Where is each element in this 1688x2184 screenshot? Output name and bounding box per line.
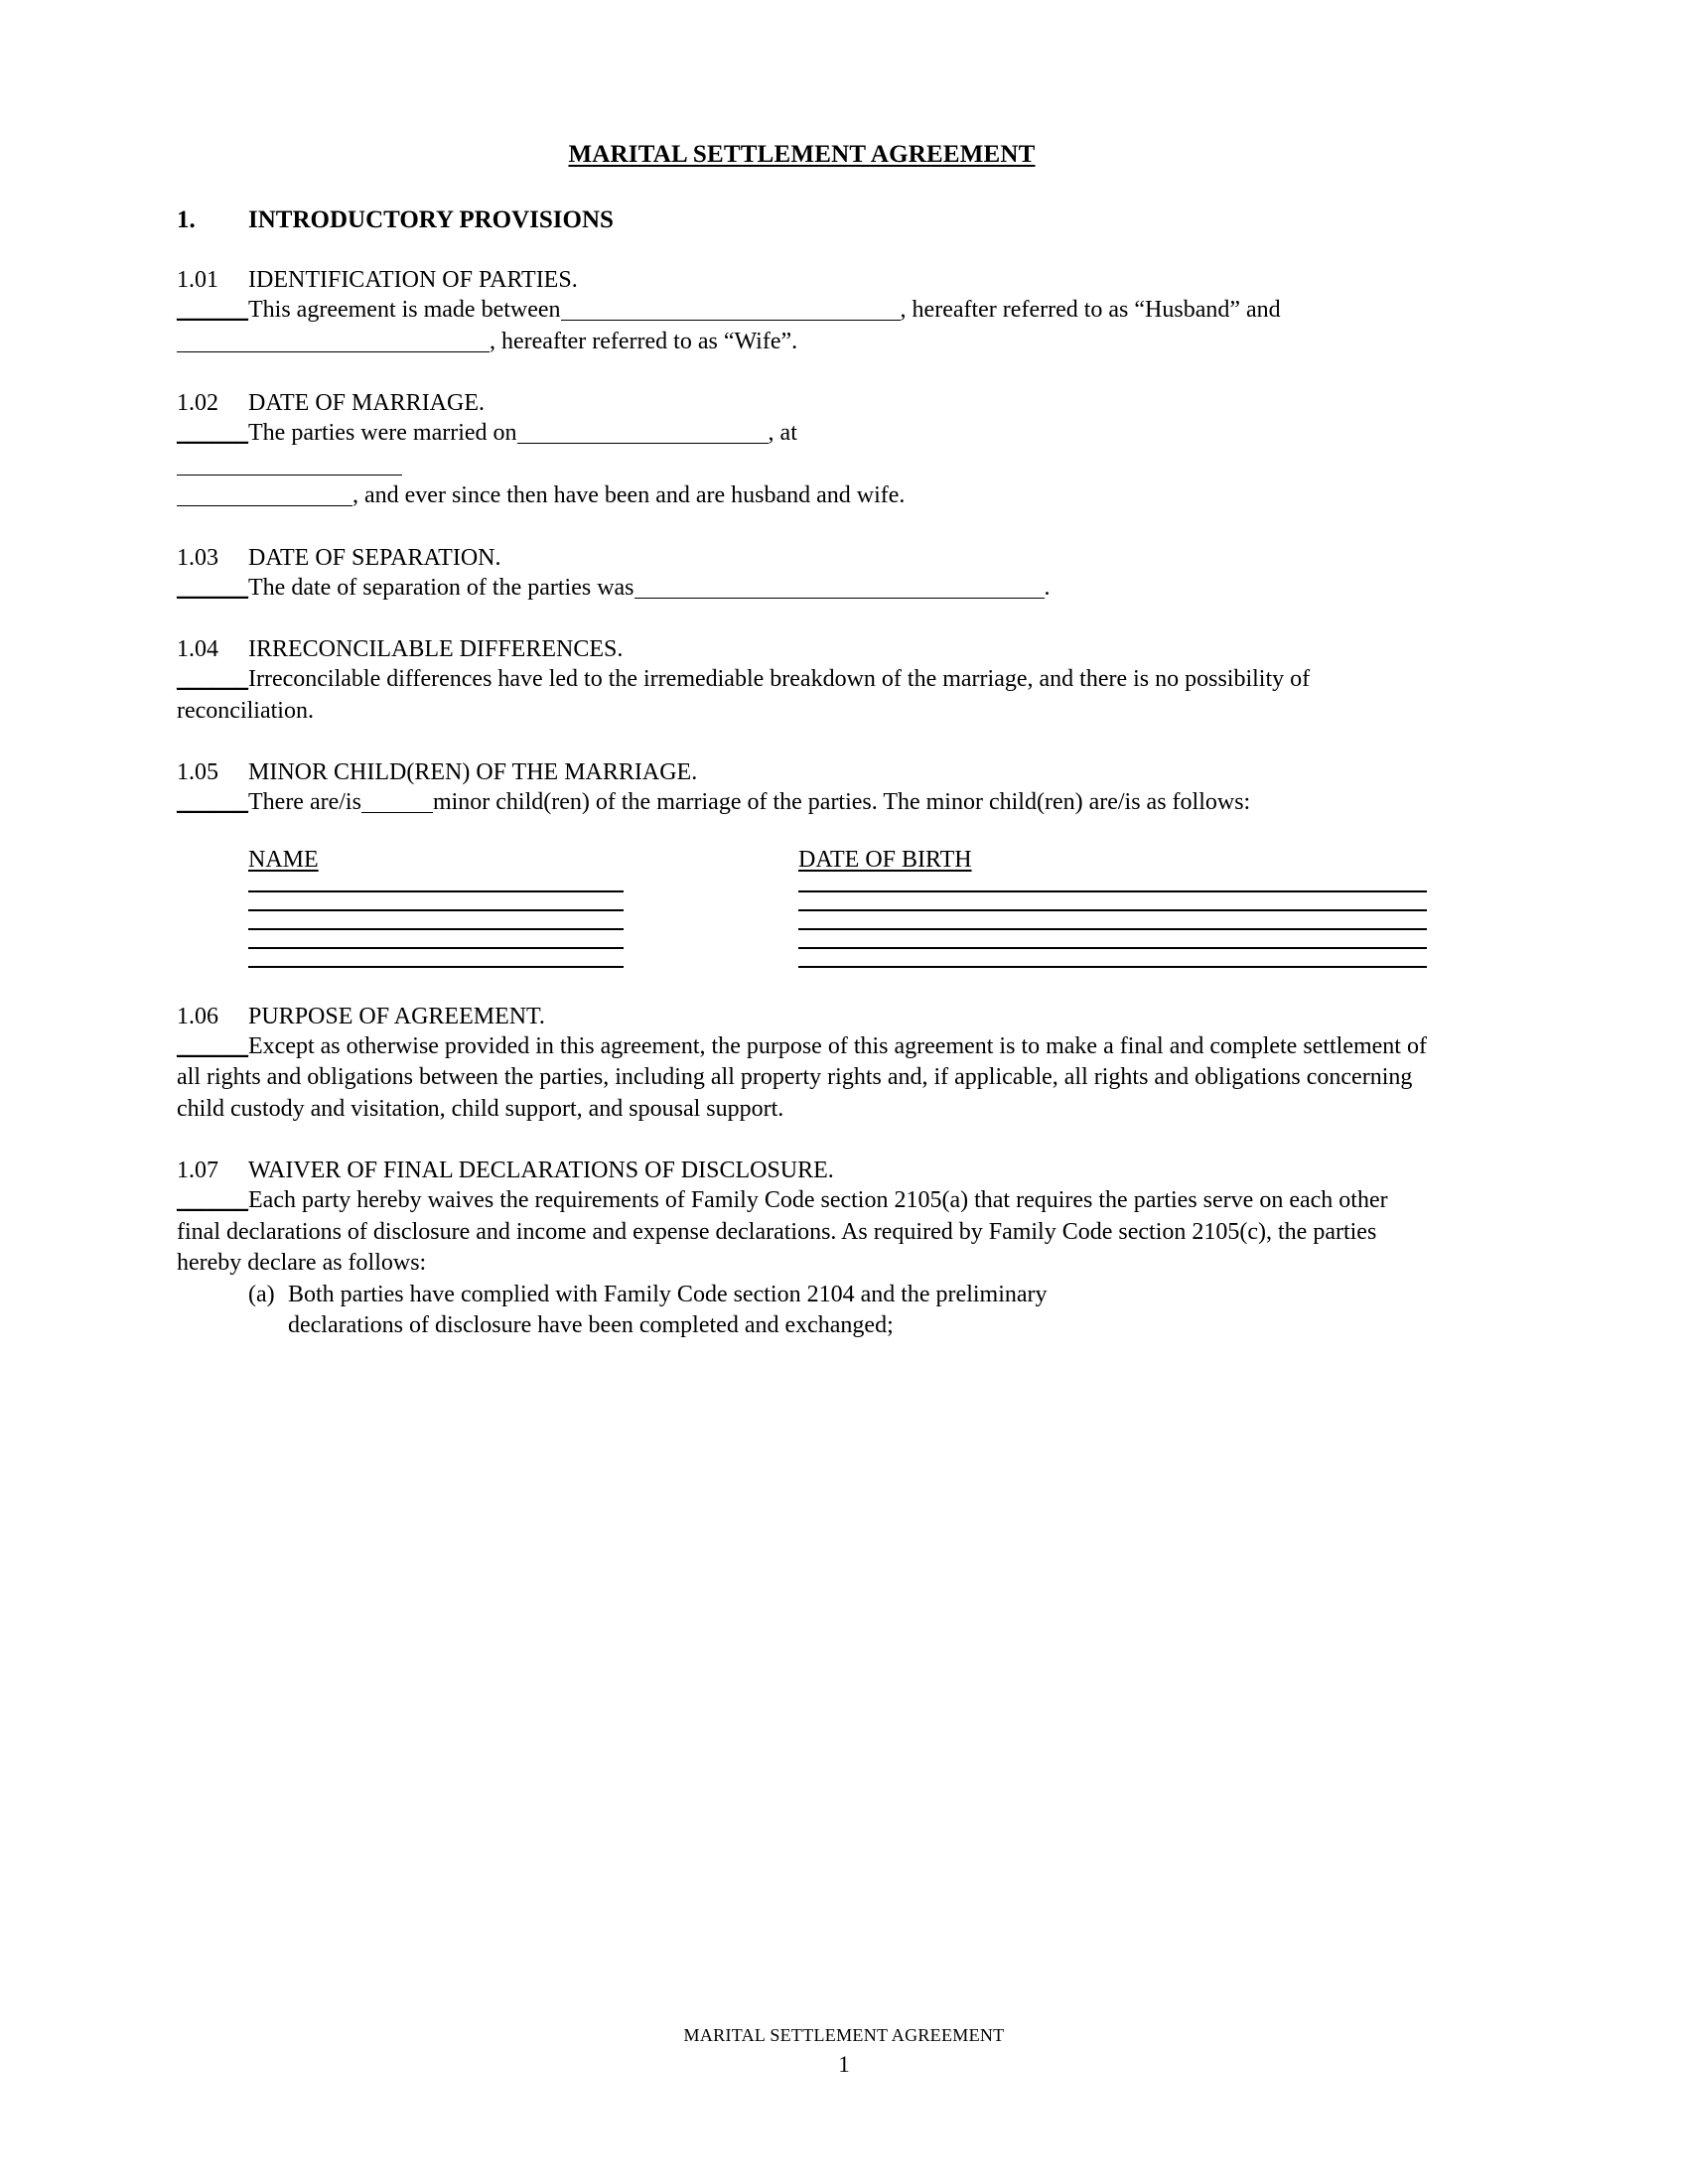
section-title: WAIVER OF FINAL DECLARATIONS OF DISCLOSURE.: [248, 1158, 834, 1183]
section-1-02: [177, 390, 1427, 512]
children-table: [177, 847, 1427, 968]
footer-running-title: MARITAL SETTLEMENT AGREEMENT: [683, 2025, 1005, 2045]
section-body: [177, 573, 1427, 605]
section-heading: [177, 545, 1427, 572]
section-body: [177, 1031, 1427, 1126]
section-title: MINOR CHILD(REN) OF THE MARRIAGE.: [248, 759, 698, 785]
list-item-text: Both parties have complied with Family Code section 2104 and the preliminary declarations of disclosure have been completed and exchanged;: [288, 1281, 1048, 1338]
clause-text: minor child(ren) of the marriage of the parties. The minor child(ren) are/is as follows:: [432, 789, 1251, 815]
section-title: PURPOSE OF AGREEMENT.: [248, 1003, 545, 1029]
table-row: [177, 928, 1427, 930]
table-row: [177, 966, 1427, 968]
section-heading: [177, 390, 1427, 417]
dob-blank-line[interactable]: [798, 947, 1427, 949]
section-1-05: [177, 759, 1427, 968]
article-heading: [177, 206, 1427, 234]
separation-date-blank[interactable]: [634, 578, 1045, 599]
page-footer: [0, 2025, 1688, 2078]
table-row: [177, 947, 1427, 949]
page-title: MARITAL SETTLEMENT AGREEMENT: [568, 141, 1036, 168]
clause-text: , at: [768, 420, 797, 446]
column-header-date-of-birth: DATE OF BIRTH: [798, 846, 972, 873]
dob-blank-line[interactable]: [798, 966, 1427, 968]
wife-name-blank[interactable]: [177, 332, 490, 352]
child-name-cell[interactable]: [177, 947, 747, 949]
section-number: 1.06: [177, 1003, 218, 1029]
section-heading: [177, 267, 1427, 294]
section-title: DATE OF MARRIAGE.: [248, 390, 486, 416]
section-1-06: [177, 1004, 1427, 1126]
name-blank-line[interactable]: [248, 909, 624, 911]
section-heading: [177, 759, 1427, 786]
dob-blank-line[interactable]: [798, 909, 1427, 911]
section-1-01: [177, 267, 1427, 357]
section-heading: [177, 636, 1427, 663]
clause-text: Except as otherwise provided in this agreement, the purpose of this agreement is to make a final and complete settlement of all rights and obligations between the parties, including all property rights and, if applicable, all rights and obligations concerning child custody and visitation, child support, and spousal support.: [177, 1032, 1427, 1122]
clause-text: The date of separation of the parties was: [248, 574, 634, 601]
child-name-cell[interactable]: [177, 928, 747, 930]
husband-name-blank[interactable]: [561, 300, 901, 321]
name-blank-line[interactable]: [248, 890, 624, 892]
section-body: [177, 295, 1427, 357]
clause-text: This agreement is made between: [248, 297, 561, 323]
dob-blank-line[interactable]: [798, 928, 1427, 930]
page-number: 1: [838, 2052, 850, 2077]
child-dob-cell[interactable]: [747, 890, 1478, 892]
column-header-name: NAME: [248, 846, 319, 873]
clause-text: Irreconcilable differences have led to the irremediable breakdown of the marriage, and there is no possibility of reconciliation.: [177, 666, 1311, 724]
section-number: 1.02: [177, 390, 218, 416]
name-blank-line[interactable]: [248, 966, 624, 968]
article-title: INTRODUCTORY PROVISIONS: [248, 206, 614, 233]
section-1-03: [177, 545, 1427, 605]
section-number: 1.04: [177, 636, 218, 662]
clause-text: , hereafter referred to as “Wife”.: [490, 328, 798, 354]
section-heading: [177, 1158, 1427, 1184]
section-number: 1.03: [177, 544, 218, 571]
marriage-date-blank[interactable]: [517, 423, 769, 444]
table-row: [177, 909, 1427, 911]
clause-text: The parties were married on: [248, 420, 517, 446]
section-title: DATE OF SEPARATION.: [248, 544, 501, 571]
child-name-cell[interactable]: [177, 909, 747, 911]
list-item: [248, 1280, 1427, 1342]
marriage-place-blank-line1[interactable]: [177, 455, 402, 476]
section-heading: [177, 1004, 1427, 1030]
list-item-label: (a): [248, 1281, 275, 1307]
children-table-header: [177, 847, 1427, 874]
table-row: [177, 890, 1427, 892]
child-dob-cell[interactable]: [747, 909, 1478, 911]
section-title: IRRECONCILABLE DIFFERENCES.: [248, 636, 624, 662]
clause-text: .: [1044, 574, 1051, 601]
section-1-04: [177, 636, 1427, 727]
name-blank-line[interactable]: [248, 947, 624, 949]
children-count-blank[interactable]: [361, 792, 433, 813]
section-number: 1.05: [177, 759, 218, 785]
section-1-07: [177, 1158, 1427, 1342]
section-body: [177, 418, 1427, 512]
section-number: 1.07: [177, 1158, 218, 1183]
dob-blank-line[interactable]: [798, 890, 1427, 892]
section-title: IDENTIFICATION OF PARTIES.: [248, 267, 578, 293]
child-dob-cell[interactable]: [747, 966, 1478, 968]
clause-text: Each party hereby waives the requirements of Family Code section 2105(a) that requires the parties serve on each other final declarations of disclosure and income and expense declarations. As required by Family Code section 2105(c), the parties hereby declare as follows:: [177, 1187, 1388, 1276]
child-name-cell[interactable]: [177, 966, 747, 968]
document-body: [177, 0, 1427, 1342]
child-dob-cell[interactable]: [747, 928, 1478, 930]
section-body: [177, 787, 1427, 819]
clause-text: , and ever since then have been and are husband and wife.: [352, 482, 906, 508]
marriage-place-blank-line2[interactable]: [177, 485, 352, 506]
section-number: 1.01: [177, 267, 218, 293]
clause-text: , hereafter referred to as “Husband” and: [900, 297, 1281, 323]
section-body: [177, 1185, 1427, 1280]
section-body: [177, 664, 1427, 727]
child-dob-cell[interactable]: [747, 947, 1478, 949]
name-blank-line[interactable]: [248, 928, 624, 930]
clause-text: There are/is: [248, 789, 361, 815]
child-name-cell[interactable]: [177, 890, 747, 892]
article-number: 1.: [177, 206, 196, 233]
